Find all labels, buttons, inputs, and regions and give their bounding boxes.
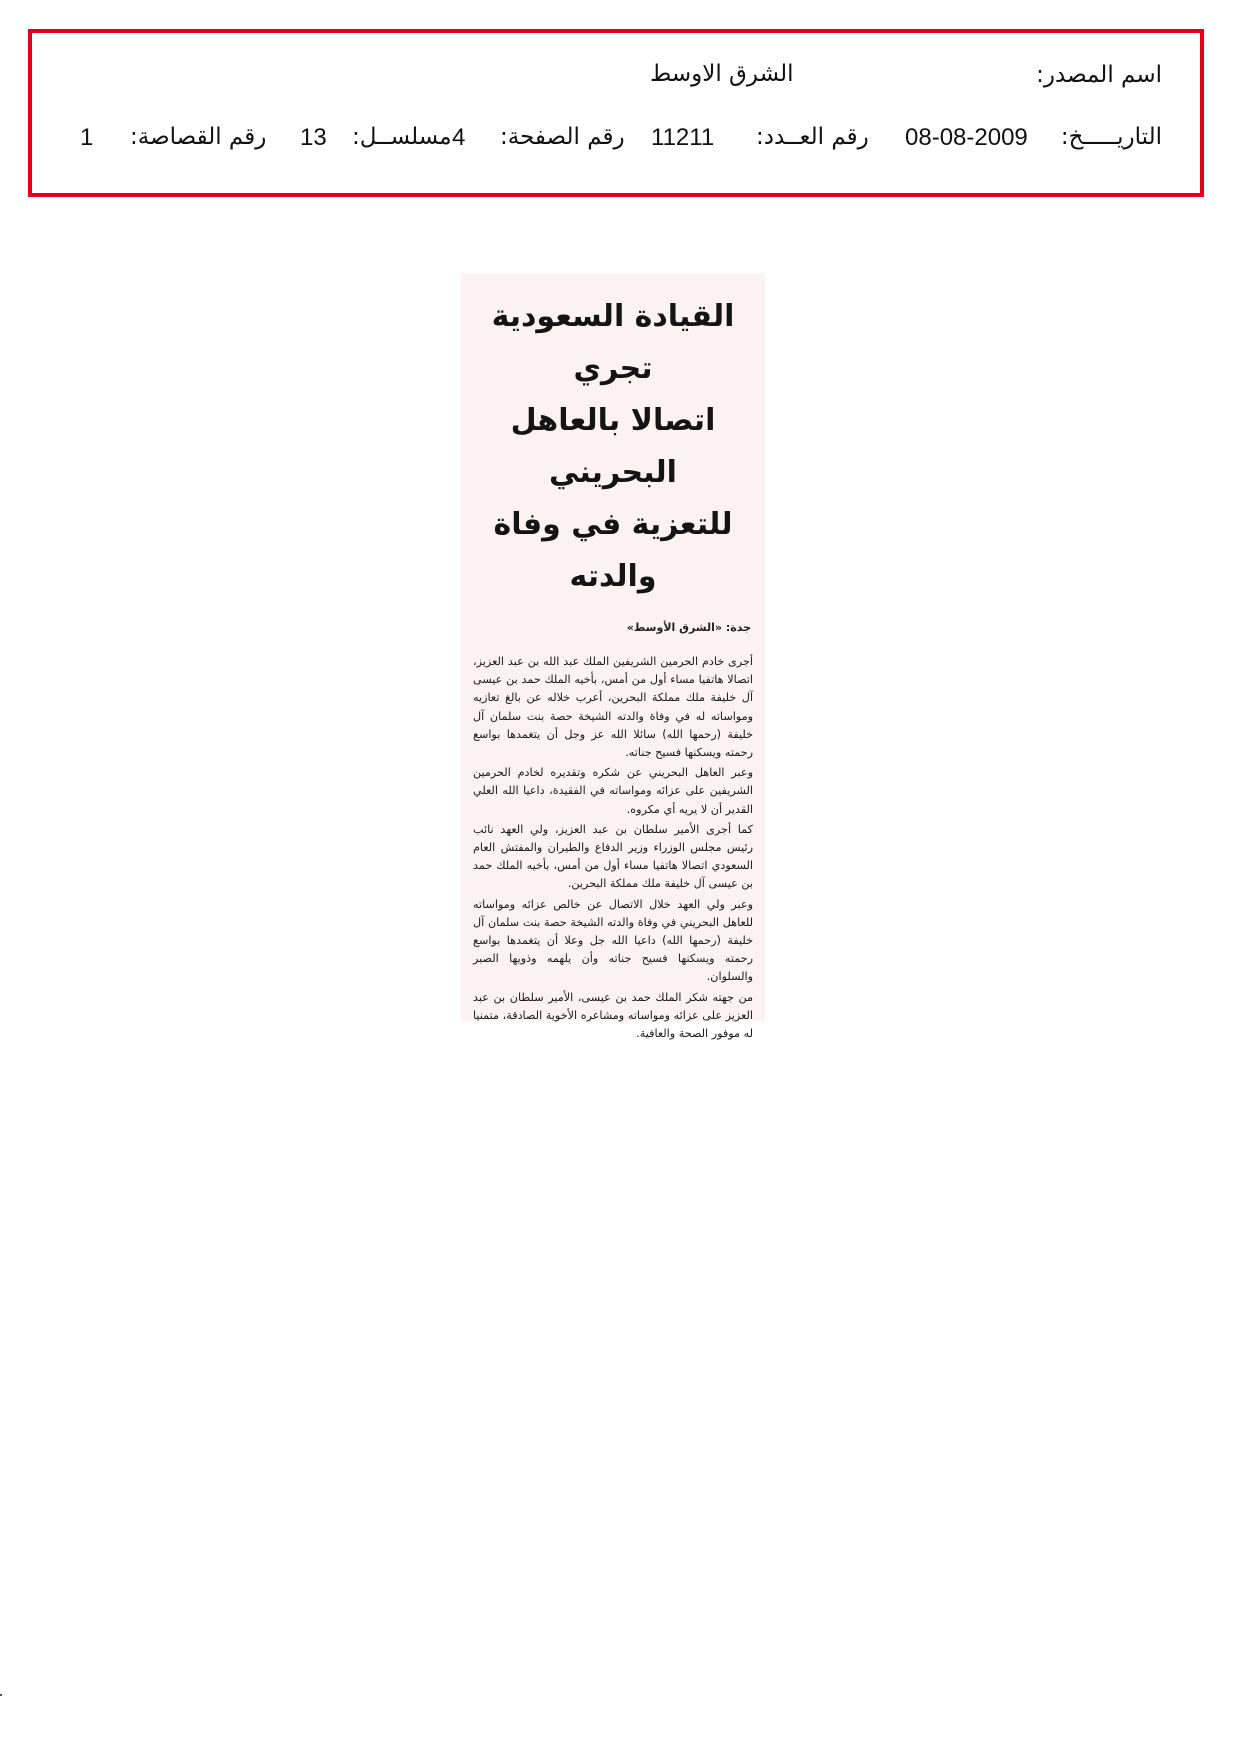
article-paragraph: أجرى خادم الحرمين الشريفين الملك عبد الله بن عبد العزيز، اتصالا هاتفيا مساء أول من أمس، بأخيه الملك حمد بن عيسى آل خليفة ملك مملكة البحرين، أعرب خلاله عن بالغ تعازيه ومواساته له في وفاة والدته الشيخة حصة بنت سلمان آل خليفة (رحمها الله) سائلا الله عز وجل أن يتغمدها بواسع رحمته ويسكنها فسيح جناته. — [473, 655, 753, 760]
page-value: 4 — [452, 124, 466, 151]
article-paragraph: كما أجرى الأمير سلطان بن عبد العزيز، ولي العهد نائب رئيس مجلس الوزراء وزير الدفاع والطيران والمفتش العام السعودي اتصالا هاتفيا مساء أول من أمس، بأخيه الملك حمد بن عيسى آل خليفة ملك مملكة البحرين. — [473, 822, 753, 891]
source-value: الشرق الاوسط — [650, 61, 794, 87]
source-label: اسم المصدر: — [1036, 62, 1162, 88]
article-headline — [473, 291, 753, 603]
scan-mark — [0, 1694, 2, 1696]
headline-line: اتصالا بالعاهل البحريني — [510, 403, 716, 490]
clip-label: رقم القصاصة: — [130, 124, 267, 150]
article-byline: جدة: «الشرق الأوسط» — [626, 621, 751, 634]
issue-value: 11211 — [651, 124, 715, 151]
article-paragraph: وعبر العاهل البحريني عن شكره وتقديره لخادم الحرمين الشريفين على عزائه ومواساته في الفقيدة، داعيا الله العلي القدير أن لا يريه أي مكروه. — [473, 766, 753, 816]
article-paragraph: من جهته شكر الملك حمد بن عيسى، الأمير سلطان بن عبد العزيز على عزائه ومواساته ومشاعره الأخوية الصادقة، متمنيا له موفور الصحة والعافية. — [473, 990, 753, 1041]
serial-label: مسلســل: — [352, 124, 452, 150]
issue-label: رقم العــدد: — [756, 124, 869, 150]
date-value: 08-08-2009 — [905, 124, 1028, 151]
clip-value: 1 — [80, 124, 94, 151]
headline-line: القيادة السعودية تجري — [491, 299, 735, 386]
date-label: التاريـــــخ: — [1060, 124, 1162, 150]
article-paragraph: وعبر ولي العهد خلال الاتصال عن خالص عزائه ومواساته للعاهل البحريني في وفاة والدته الشيخة حصة بنت سلمان آل خليفة (رحمها الله) داعيا الله جل وعلا أن يتغمدها بواسع رحمته ويسكنها فسيح جناته وأن يلهمه وذويها الصبر والسلوان. — [473, 897, 753, 984]
serial-value: 13 — [300, 124, 327, 151]
headline-line: للتعزية في وفاة والدته — [493, 507, 733, 594]
article-clipping — [461, 273, 765, 1041]
metadata-frame — [28, 29, 1204, 197]
page-label: رقم الصفحة: — [500, 124, 625, 150]
